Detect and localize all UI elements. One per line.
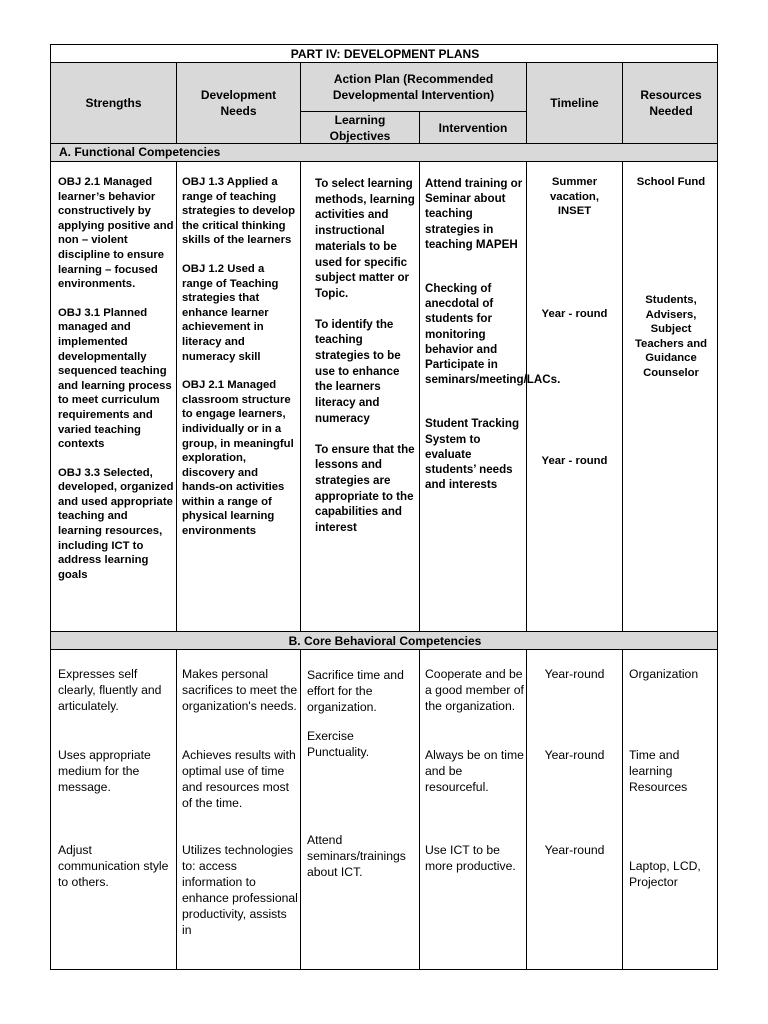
core-resources-1: Organization bbox=[629, 667, 699, 681]
core-intervention-1: Cooperate and be a good member of the organization. bbox=[425, 667, 524, 714]
core-intervention-2: Always be on time and be resourceful. bbox=[425, 748, 524, 795]
list-item: OBJ 2.1 Managed classroom structure to engage learners, individually or in a group, in meaningful exploration, discovery and hands-on activities within a range of physical learning environments bbox=[182, 379, 294, 538]
list-item: OBJ 3.3 Selected, developed, organized and used appropriate teaching and learning resources, including ICT to address learning goals bbox=[58, 466, 174, 581]
core-development-needs-1: Makes personal sacrifices to meet the organization's needs. bbox=[182, 667, 298, 714]
core-learning-objectives-3: Attend seminars/trainings about ICT. bbox=[307, 833, 406, 880]
functional-intervention bbox=[425, 176, 561, 506]
core-resources-3: Laptop, LCD, Projector bbox=[629, 859, 701, 890]
functional-resources-1: School Fund bbox=[636, 176, 706, 188]
functional-resources-2: Students, Advisers, Subject Teachers and Guidance Counselor bbox=[635, 294, 707, 379]
list-item: OBJ 1.3 Applied a range of teaching strategies to develop the critical thinking skills of the learners bbox=[182, 176, 296, 247]
header-learning-objectives: Learning Objectives bbox=[329, 112, 391, 143]
list-item: Attend training or Seminar about teaching strategies in teaching MAPEH bbox=[425, 177, 523, 251]
page-title: PART IV: DEVELOPMENT PLANS bbox=[290, 46, 480, 61]
list-item: OBJ 3.1 Planned managed and implemented developmentally sequenced teaching and learning process to meet curriculum requirements and varied teaching contexts bbox=[58, 306, 172, 451]
header-development-needs: Development Needs bbox=[200, 88, 277, 118]
list-item: OBJ 2.1 Managed learner’s behavior constructively by applying positive and non – violent discipline to ensure learning – focused environments. bbox=[58, 176, 174, 291]
list-item: To identify the teaching strategies to be use to enhance the learners literacy and numeracy bbox=[315, 317, 401, 425]
core-timeline-1: Year-round bbox=[544, 667, 605, 681]
core-strengths-1: Expresses self clearly, fluently and articulately. bbox=[58, 667, 162, 714]
core-timeline-3: Year-round bbox=[544, 843, 605, 857]
core-development-needs-2: Achieves results with optimal use of time and resources most of the time. bbox=[182, 748, 296, 811]
list-item: OBJ 1.2 Used a range of Teaching strategies that enhance learner achievement in literacy and numeracy skill bbox=[182, 262, 279, 363]
core-intervention-3: Use ICT to be more productive. bbox=[425, 843, 516, 874]
header-action-plan: Action Plan (Recommended Developmental Intervention) bbox=[332, 72, 495, 102]
functional-strengths bbox=[58, 175, 174, 596]
functional-timeline-3: Year - round bbox=[541, 455, 608, 467]
core-learning-objectives-1: Sacrifice time and effort for the organization. bbox=[307, 668, 404, 715]
development-plan-table bbox=[50, 44, 718, 970]
header-intervention: Intervention bbox=[438, 120, 508, 135]
core-timeline-2: Year-round bbox=[544, 748, 605, 762]
functional-timeline-2: Year - round bbox=[541, 308, 608, 320]
list-item: To ensure that the lessons and strategies are appropriate to the capabilities and interest bbox=[315, 442, 415, 535]
core-learning-objectives-2: Exercise Punctuality. bbox=[307, 729, 370, 760]
header-timeline: Timeline bbox=[550, 96, 599, 110]
core-development-needs-3: Utilizes technologies to: access information to enhance professional productivity, assists in bbox=[182, 843, 298, 938]
core-resources-2: Time and learning Resources bbox=[629, 748, 688, 795]
header-resources-needed: Resources Needed bbox=[640, 88, 702, 118]
list-item: To select learning methods, learning activities and instructional materials to be used for specific subject matter or Topic. bbox=[315, 177, 415, 300]
core-strengths-2: Uses appropriate medium for the message. bbox=[58, 748, 151, 795]
list-item: Student Tracking System to evaluate students’ needs and interests bbox=[425, 417, 520, 492]
header-strengths: Strengths bbox=[85, 96, 142, 110]
list-item: Checking of anecdotal of students for monitoring behavior and Participate in seminars/meeting/LACs. bbox=[425, 282, 561, 387]
section-a-title: A. Functional Competencies bbox=[59, 145, 221, 159]
section-b-title: B. Core Behavioral Competencies bbox=[288, 633, 482, 648]
functional-timeline-1: Summer vacation, INSET bbox=[550, 176, 599, 218]
functional-development-needs bbox=[182, 175, 298, 553]
core-strengths-3: Adjust communication style to others. bbox=[58, 843, 169, 890]
functional-learning-objectives bbox=[315, 176, 417, 550]
